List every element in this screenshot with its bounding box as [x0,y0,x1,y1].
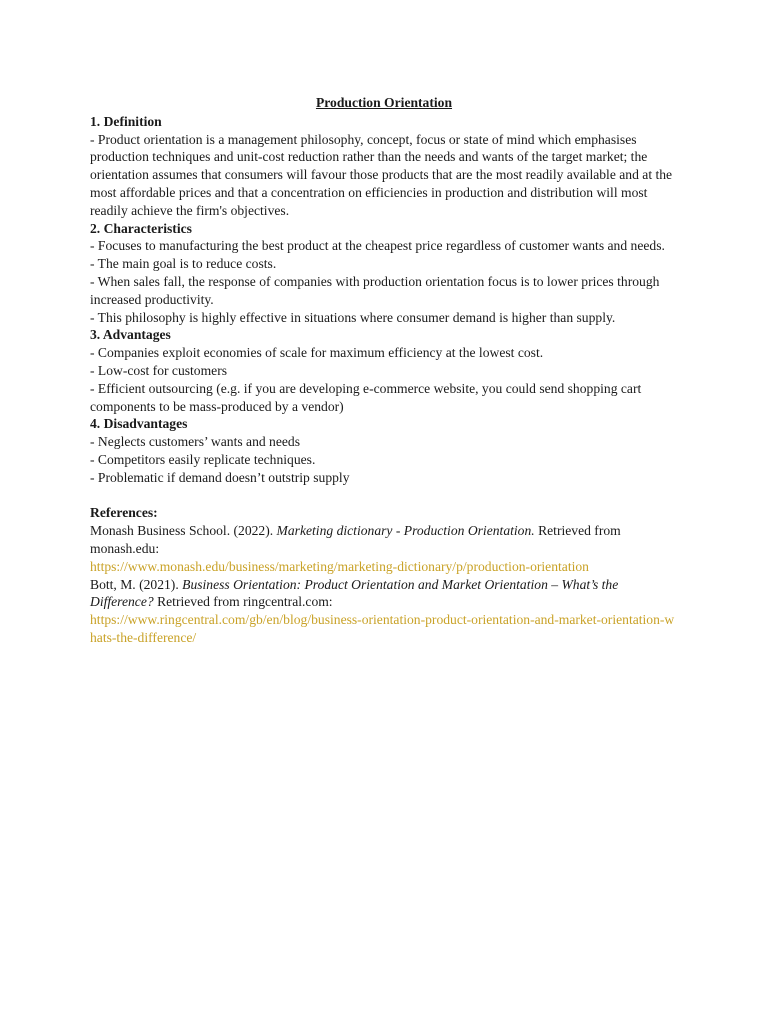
reference-author: Monash Business School. (2022). [90,523,277,539]
reference-link[interactable]: https://www.ringcentral.com/gb/en/blog/business-orientation-product-orientation-and-market-orientation-whats-the-difference/ [90,612,675,645]
list-item: - Competitors easily replicate techniques. [90,451,316,467]
references-heading: References: [90,505,158,521]
list-item: - Companies exploit economies of scale for maximum efficiency at the lowest cost. [90,345,544,361]
section-disadvantages [90,415,678,486]
reference-title: Business Orientation: Product Orientation and Market Orientation – What’s the Difference? [90,576,619,610]
references-section [90,504,678,646]
reference-url-line [90,558,678,576]
reference-url-line [90,611,678,647]
section-heading-definition: 1. Definition [90,113,162,129]
reference-entry [90,576,678,612]
list-item: - Efficient outsourcing (e.g. if you are developing e-commerce website, you could send shopping cart components to be mass-produced by a vendor) [90,380,642,414]
reference-author: Bott, M. (2021). [90,576,183,592]
section-spacer [90,487,678,505]
list-item: - This philosophy is highly effective in situations where consumer demand is higher than supply. [90,309,616,325]
list-item: - Neglects customers’ wants and needs [90,434,301,450]
list-item: - Low-cost for customers [90,362,228,378]
definition-text: - Product orientation is a management philosophy, concept, focus or state of mind which emphasises production techniques and unit-cost reduction rather than the needs and wants of the target market; the orientation assumes that consumers will favour those products that are the most readily available and at the most affordable prices and that a concentration on efficiencies in production and distribution will most readily achieve the firm's objectives. [90,131,673,218]
document-title: Production Orientation [315,95,453,110]
list-item: - When sales fall, the response of companies with production orientation focus is to lower prices through increased productivity. [90,273,660,307]
section-heading-disadvantages: 4. Disadvantages [90,416,188,432]
reference-retrieved: Retrieved from ringcentral.com: [153,594,333,610]
section-advantages [90,326,678,415]
section-characteristics [90,220,678,327]
list-item: - Focuses to manufacturing the best product at the cheapest price regardless of customer wants and needs. [90,238,665,254]
list-item: - The main goal is to reduce costs. [90,256,277,272]
section-heading-characteristics: 2. Characteristics [90,220,192,236]
reference-link[interactable]: https://www.monash.edu/business/marketing/marketing-dictionary/p/production-orientation [90,558,589,574]
reference-retrieved: Retrieved from monash.edu: [90,523,621,556]
list-item: - Problematic if demand doesn’t outstrip supply [90,469,350,485]
section-heading-advantages: 3. Advantages [90,327,171,343]
reference-title: Marketing dictionary - Production Orientation. [276,523,535,539]
reference-entry [90,522,678,558]
section-definition [90,113,678,220]
